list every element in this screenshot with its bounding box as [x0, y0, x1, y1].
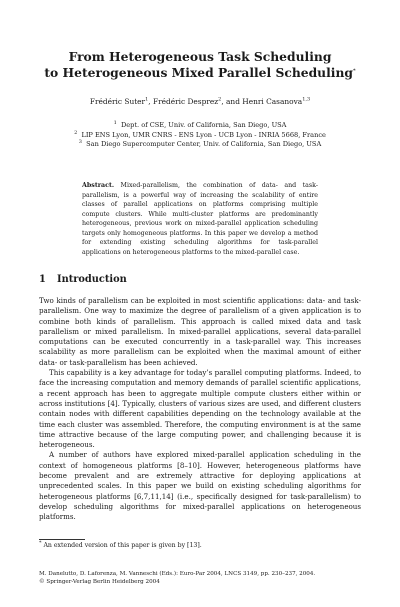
- author-name: Henri Casanova: [242, 97, 303, 106]
- affiliation-line: [0, 121, 400, 131]
- affiliation-text: LIP ENS Lyon, UMR CNRS - ENS Lyon - UCB Lyon - INRIA 5668, France: [81, 130, 326, 139]
- body-paragraph: A number of authors have explored mixed-parallel application scheduling in the context of homogeneous platforms [8–10]. However, heterogeneous platforms have become prevalent and are extremely attractive for deploying applications at unprecedented scales. In this paper we build on existing scheduling algorithms for heterogeneous platforms [6,7,11,14] (i.e., specifically designed for task-parallelism) to develop scheduling algorithms for mixed-parallel applications on heterogeneous platforms.: [39, 450, 361, 522]
- author-affil-mark: 1,3: [302, 96, 311, 103]
- abstract-label: Abstract.: [82, 182, 115, 189]
- author-list: Frédéric Suter$^1$, Frédéric Desprez$^2$, and Henri Casanova$^{1,3}$: [89, 96, 311, 106]
- section-number: 1: [39, 274, 46, 285]
- abstract-text: Mixed-parallelism, the combination of data- and task-parallelism, is a powerful way of increasing the scalability of entire classes of parallel applications on platforms comprising multiple compute clusters. While multi-cluster platforms are predominantly heterogeneous, previous work on mixed-parallel application scheduling targets only homogeneous platforms. In this paper we develop a method for extending existing scheduling algorithms for task-parallel applications on heterogeneous platforms to the mixed-parallel case.: [82, 182, 318, 256]
- title-footnote-mark: *: [353, 67, 356, 74]
- author-name: Frédéric Suter: [89, 97, 146, 106]
- footnote-mark: *: [39, 539, 42, 546]
- affiliation-list: [0, 121, 400, 150]
- affiliation-line: [0, 140, 400, 150]
- title-line-2: [0, 65, 400, 81]
- body-paragraph: Two kinds of parallelism can be exploited in most scientific applications: data- and task-parallelism. One way to maximize the degree of parallelism of a given application is to combine both kinds of parallelism. This approach is called mixed data and task parallelism or mixed parallelism. In mixed-parallel applications, several data-parallel computations can be executed concurrently in a task-parallel way. This increases scalability as more parallelism can be exploited when the maximal amount of either data- or task-parallelism has been achieved.: [39, 296, 361, 367]
- affiliation-text: San Diego Supercomputer Center, Univ. of California, San Diego, USA: [86, 140, 322, 148]
- publication-citation: [39, 571, 361, 586]
- body-text: [39, 296, 361, 523]
- paper-title: [0, 49, 400, 81]
- affiliation-mark: 3: [78, 138, 82, 145]
- affiliation-mark: 1: [113, 119, 117, 126]
- footnote-text: An extended version of this paper is given by [13].: [43, 542, 202, 549]
- body-paragraph: This capability is a key advantage for today’s parallel computing platforms. Indeed, to face the increasing computation and memory demands of parallel scientific applications, a recent approach has been to aggregate multiple compute clusters either within or across institutions [4]. Typically, clusters of various sizes are used, and different clusters contain nodes with different capabilities depending on the technology available at the time each cluster was assembled. Therefore, the computing environment is at the same time attractive because of the large computing power, and challenging because it is heterogeneous.: [39, 368, 361, 450]
- author-joiner: , and: [221, 97, 240, 106]
- copyright-line: © Springer-Verlag Berlin Heidelberg 2004: [39, 578, 160, 585]
- author-affil-mark: 1: [145, 96, 149, 103]
- affiliation-line: [0, 131, 400, 141]
- author-name: Frédéric Desprez: [152, 97, 219, 106]
- abstract: [82, 181, 318, 257]
- section-heading: [39, 274, 127, 286]
- title-line-2-text: to Heterogeneous Mixed Parallel Scheduling: [44, 65, 354, 80]
- footnote-rule: [39, 539, 85, 540]
- title-line-1: From Heterogeneous Task Scheduling: [68, 49, 332, 64]
- citation-line: M. Danelutto, D. Laforenza, M. Vanneschi (Eds.): Euro-Par 2004, LNCS 3149, pp. 230–237, 2004.: [39, 571, 316, 577]
- affiliation-text: Dept. of CSE, Univ. of California, San Diego, USA: [120, 121, 287, 129]
- author-affil-mark: 2: [218, 96, 222, 103]
- section-title: Introduction: [57, 274, 127, 285]
- affiliation-mark: 2: [74, 129, 78, 136]
- footnote: [39, 539, 361, 550]
